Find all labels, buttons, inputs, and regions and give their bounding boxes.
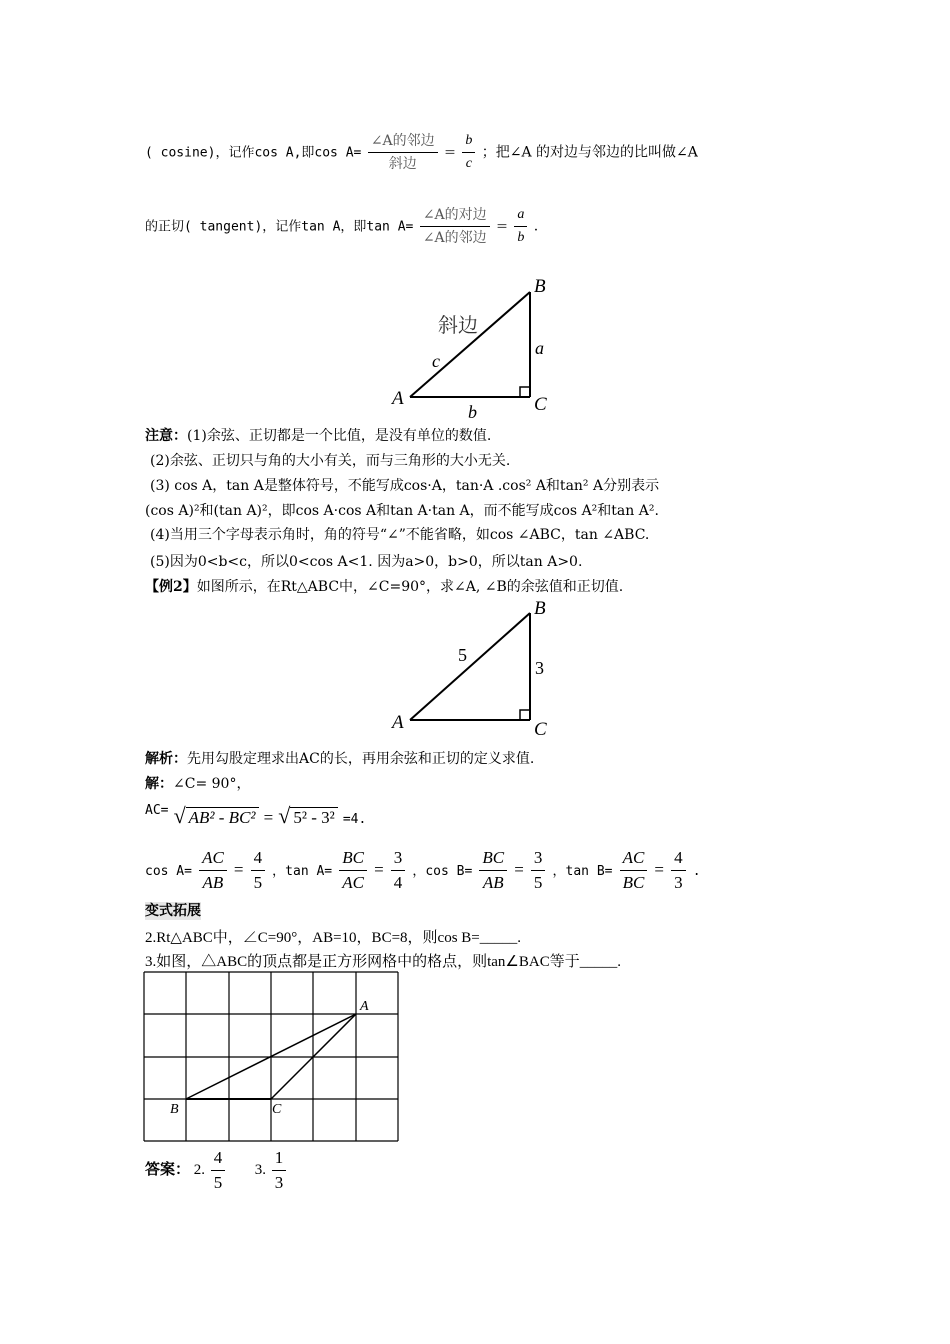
cosA-value	[251, 848, 266, 893]
intro-line-1: ( cosine)，记作cos A,即cos A= $\frac{\text{∠A的邻边}}{\text{斜边}}$ = $\frac{b}{c}$ ；把∠A 的对边与邻边的比叫做∠A	[145, 133, 698, 172]
vertex-B-2: B	[534, 598, 546, 619]
vertex-C: C	[534, 394, 547, 415]
tanA-value-den: 4	[393, 873, 403, 892]
note-3b: (cos A)²和(tan A)²，即cos A·cos A和tan A·tan A，而不能写成cos A²和tan A².	[145, 503, 659, 519]
question-2: 2.Rt△ABC中，∠C=90°，AB=10，BC=8，则cos B=_____.	[145, 930, 521, 946]
cos-letter-den: c	[465, 156, 472, 171]
right-triangle-figure-2	[380, 595, 570, 745]
tanA-value	[391, 848, 406, 893]
example-2	[145, 578, 623, 596]
intro-line1-prefix: ( cosine)，记作cos A,即cos A=	[145, 145, 362, 161]
note-3a: (3) cos A，tan A是整体符号，不能写成cos·A，tan·A .cos² A和tan² A分别表示	[150, 478, 660, 494]
grid-triangle-figure	[142, 970, 402, 1144]
vertex-B: B	[534, 276, 546, 297]
ac-equals: =	[263, 808, 274, 827]
answers-tag: 答案：	[145, 1161, 191, 1178]
cosB-ratio-num: BC	[479, 848, 507, 871]
analysis-text: 先用勾股定理求出AC的长，再用余弦和正切的定义求值.	[187, 751, 535, 767]
grid-vertex-C: C	[272, 1102, 282, 1117]
label-c: c	[432, 351, 440, 371]
cos-def-denominator: 斜边	[388, 156, 417, 172]
answer-2-fraction	[211, 1148, 226, 1193]
cosB-label: ，cos B=	[412, 864, 473, 879]
vertex-C-2: C	[534, 719, 547, 740]
tanA-value-num: 3	[391, 848, 406, 871]
cosA-label: cos A=	[145, 864, 192, 879]
note-5: (5)因为0<b<c，所以0<cos A<1. 因为a>0，b>0，所以tan A>0.	[150, 554, 583, 570]
note-4: (4)当用三个字母表示角时，角的符号“∠”不能省略，如cos ∠ABC，tan ∠ABC.	[150, 527, 650, 543]
cosB-value-num: 3	[531, 848, 546, 871]
answer-2-den: 5	[213, 1173, 223, 1192]
tan-letter-den: b	[517, 230, 525, 245]
solution-tag: 解：	[145, 776, 173, 792]
right-triangle-figure-1	[380, 270, 570, 420]
answer-2-num: 4	[211, 1148, 226, 1171]
example-2-text: 如图所示，在Rt△ABC中，∠C=90°，求∠A, ∠B的余弦值和正切值.	[196, 579, 624, 595]
cosA-ratio-den: AB	[202, 873, 224, 892]
solution-ac-line: $^{AC=}$ √ AB² - BC² = √ 5² - 3² =4.	[145, 803, 367, 828]
solution-trig-values: cos A= $\frac{AC}{AB}$ = $\frac{4}{5}$ ，tan A= $\frac{BC}{AC}$ = $\frac{3}{4}$ ，cos B= $\frac{BC}{AB}$ = $\frac{3}{5}$ ，tan B= $\frac{AC}{BC}$ = $\frac{4}{3}$ .	[145, 848, 701, 892]
question-3: 3.如图，△ABC的顶点都是正方形网格中的格点，则tan∠BAC等于_____.	[145, 954, 621, 970]
label-a: a	[535, 338, 544, 358]
tanA-label: ，tan A=	[272, 864, 333, 879]
cosA-value-num: 4	[251, 848, 266, 871]
solution-angle	[145, 775, 250, 793]
label-b: b	[468, 402, 477, 420]
ac-result: =4.	[342, 812, 367, 827]
grid-vertex-A: A	[360, 999, 369, 1014]
tan-letter-fraction	[514, 206, 527, 247]
intro-line2-suffix: .	[533, 218, 539, 235]
cos-def-numerator: ∠A的邻边	[368, 132, 438, 153]
notes-title: 注意：	[145, 428, 187, 444]
tanB-ratio	[620, 848, 648, 893]
tanB-ratio-num: AC	[620, 848, 648, 871]
analysis	[145, 750, 534, 768]
answer-2-prefix: 2.	[193, 1161, 206, 1178]
cosB-ratio-den: AB	[482, 873, 504, 892]
note-2: (2)余弦、正切只与角的大小有关，而与三角形的大小无关.	[150, 453, 511, 469]
tan-def-denominator: ∠A的邻边	[422, 230, 487, 246]
cosA-value-den: 5	[253, 873, 263, 892]
ac-prefix: AC=	[145, 803, 169, 818]
analysis-tag: 解析：	[145, 751, 187, 767]
label-hyp-5: 5	[458, 645, 467, 665]
cosB-value-den: 5	[533, 873, 543, 892]
tanA-ratio-den: AC	[342, 873, 364, 892]
label-side-3: 3	[535, 658, 544, 678]
tanA-ratio	[339, 848, 367, 893]
cos-definition-fraction	[368, 132, 438, 173]
answer-3-den: 3	[274, 1173, 284, 1192]
cosB-value	[531, 848, 546, 893]
answer-3-fraction	[272, 1148, 287, 1193]
example-2-tag: 【例2】	[145, 579, 197, 595]
extension-title: 变式拓展	[145, 903, 201, 919]
tan-letter-num: a	[514, 206, 527, 227]
cos-letter-fraction	[462, 132, 475, 173]
cosA-ratio	[199, 848, 227, 893]
note-1-text: (1)余弦、正切都是一个比值，是没有单位的数值.	[187, 428, 492, 444]
cosB-ratio	[479, 848, 507, 893]
tanB-ratio-den: BC	[622, 873, 645, 892]
vertex-A: A	[392, 388, 404, 409]
right-angle-mark	[520, 387, 530, 397]
grid-vertex-B: B	[170, 1102, 179, 1117]
solution-end: .	[692, 864, 701, 879]
tanB-value-num: 4	[671, 848, 686, 871]
intro-line1-suffix: ；把∠A 的对边与邻边的比叫做∠A	[481, 144, 698, 161]
tan-def-numerator: ∠A的对边	[420, 206, 490, 227]
right-angle-mark-2	[520, 710, 530, 720]
note-1	[145, 427, 491, 445]
tanB-value-den: 3	[674, 873, 683, 892]
cos-letter-num: b	[462, 132, 475, 153]
hypotenuse-word: 斜边	[438, 313, 478, 337]
tan-definition-fraction	[420, 206, 490, 247]
intro-line2-prefix: 的正切( tangent)，记作tan A，即tan A=	[145, 219, 414, 235]
tanB-value	[671, 848, 686, 893]
answer-3-prefix: 3.	[254, 1161, 267, 1178]
answer-3-num: 1	[272, 1148, 287, 1171]
tanB-label: ，tan B=	[552, 864, 613, 879]
cosA-ratio-num: AC	[199, 848, 227, 871]
sqrt-5-3: 5² - 3²	[290, 807, 337, 828]
solution-angle-text: ∠C= 90°，	[173, 776, 251, 792]
answers	[145, 1148, 288, 1193]
vertex-A-2: A	[392, 712, 404, 733]
sqrt-ab-bc: AB² - BC²	[186, 807, 259, 828]
tanA-ratio-num: BC	[339, 848, 367, 871]
intro-line-2: 的正切( tangent)，记作tan A，即tan A= $\frac{\text{∠A的对边}}{\text{∠A的邻边}}$ = $\frac{a}{b}$ .	[145, 207, 539, 246]
